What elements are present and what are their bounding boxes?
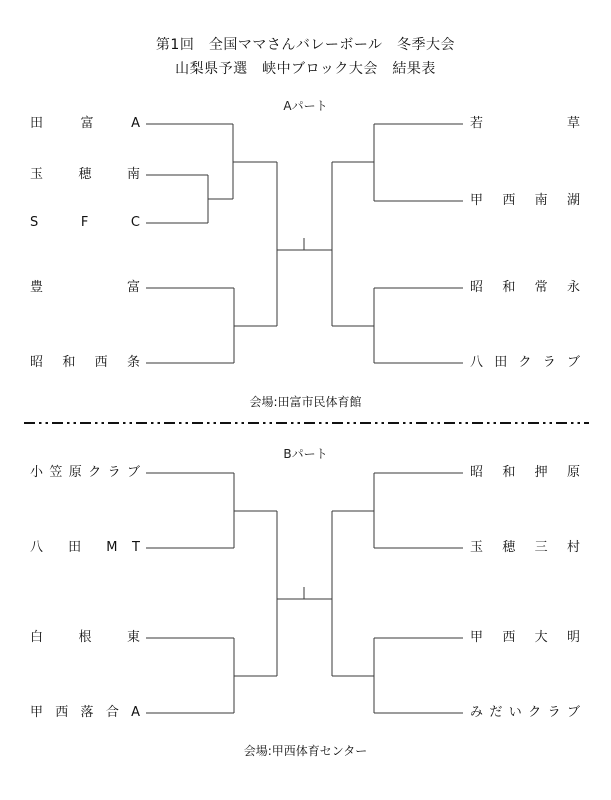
team-a-right-4: 八 田 ク ラ ブ — [470, 355, 580, 370]
team-b-right-2: 玉 穂 三 村 — [470, 540, 580, 555]
team-b-right-1: 昭 和 押 原 — [470, 465, 580, 480]
team-a-right-3: 昭 和 常 永 — [470, 280, 580, 295]
team-a-right-1: 若 草 — [470, 116, 580, 131]
team-a-left-2: 玉 穂 南 — [30, 167, 140, 182]
team-a-left-3: S F C — [30, 215, 140, 230]
team-b-left-2: 八 田 M T — [30, 540, 140, 555]
team-b-left-3: 白 根 東 — [30, 630, 140, 645]
team-b-left-1: 小 笠 原 ク ラ ブ — [30, 465, 140, 480]
bracket-b-label: Bパート — [283, 447, 328, 461]
team-a-left-1: 田 富 A — [30, 116, 140, 131]
page-title: 第1回 全国ママさんバレーボール 冬季大会 — [155, 37, 456, 53]
page-subtitle: 山梨県予選 峡中ブロック大会 結果表 — [175, 61, 436, 77]
bracket-a-label: Aパート — [283, 99, 328, 113]
venue-b: 会場:甲西体育センター — [243, 744, 368, 758]
venue-a: 会場:田富市民体育館 — [249, 395, 362, 409]
team-a-left-5: 昭 和 西 条 — [30, 355, 140, 370]
team-a-right-2: 甲 西 南 湖 — [470, 193, 580, 208]
team-b-right-4: み だ い ク ラ ブ — [470, 705, 580, 720]
team-b-left-4: 甲 西 落 合 A — [30, 705, 140, 720]
team-b-right-3: 甲 西 大 明 — [470, 630, 580, 645]
team-a-left-4: 豊 富 — [30, 280, 140, 295]
